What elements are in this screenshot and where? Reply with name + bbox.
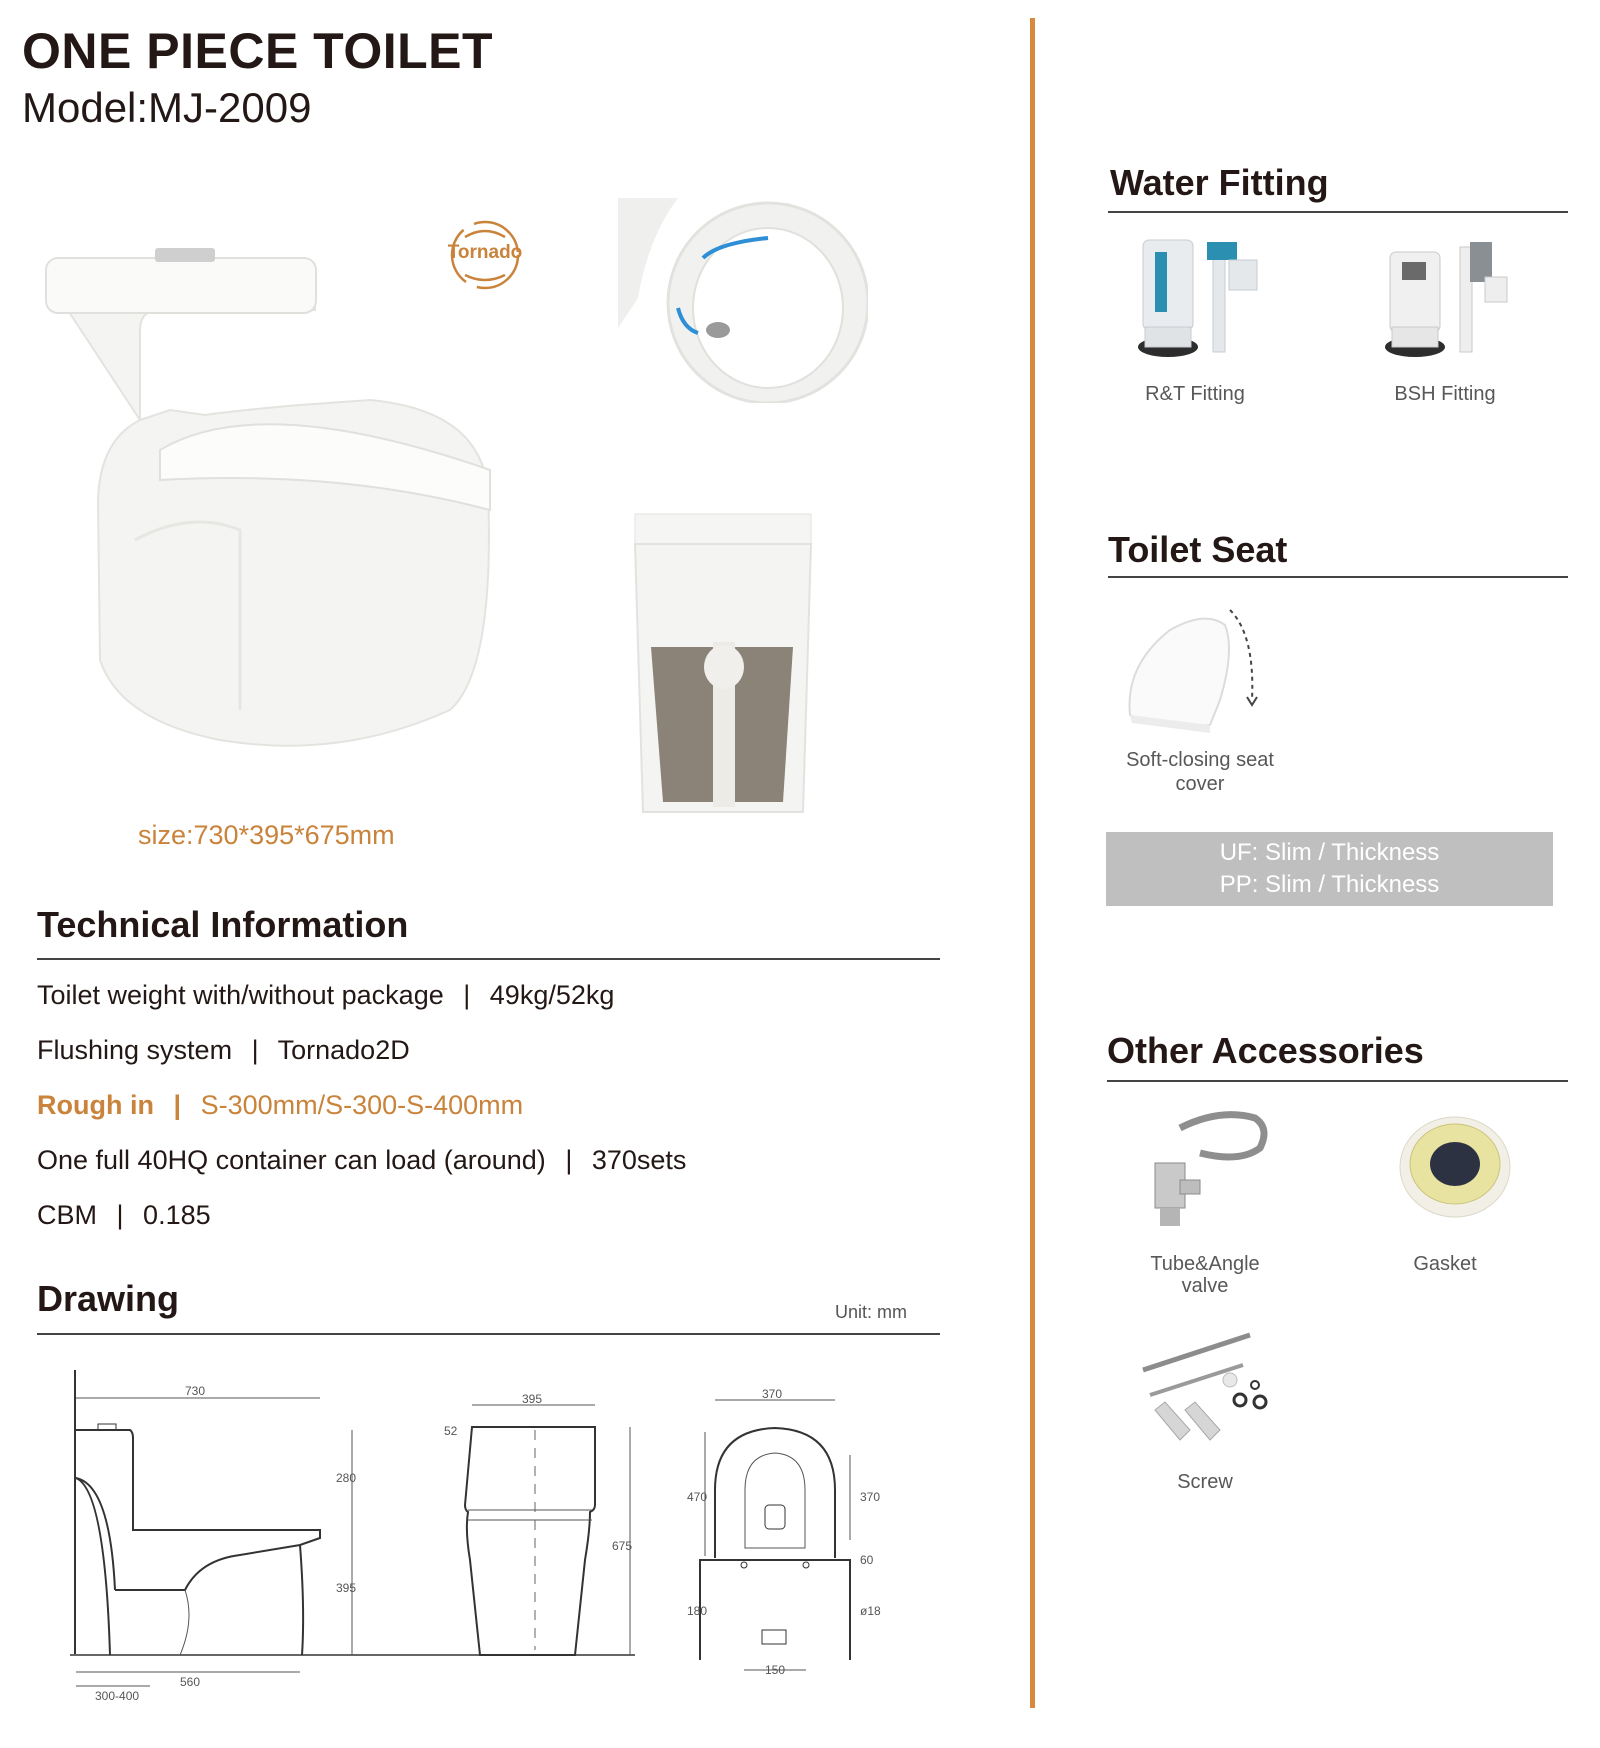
tube-caption-line1: Tube&Angle: [1150, 1253, 1260, 1275]
screw-caption: Screw: [1177, 1471, 1233, 1493]
soft-close-seat-image: [1120, 605, 1270, 740]
tech-row-rough-in: [37, 1090, 523, 1121]
tech-row-cbm: [37, 1200, 211, 1231]
drawing-heading: Drawing: [37, 1278, 180, 1319]
front-view-drawing: [444, 1392, 632, 1655]
side-view-drawing: [70, 1370, 635, 1703]
water-fitting-rule: [1108, 211, 1568, 213]
tube-angle-valve-caption: [1115, 1253, 1295, 1297]
bsh-fitting-caption: BSH Fitting: [1394, 383, 1496, 405]
dim-top-150: 150: [765, 1663, 786, 1677]
tech-label: CBM: [37, 1200, 97, 1230]
dim-top-370: 370: [860, 1490, 881, 1504]
dim-top-width: 370: [762, 1387, 783, 1401]
tech-value: 370sets: [591, 1145, 687, 1175]
tornado-logo-text: Tornado: [447, 242, 523, 263]
top-view-drawing: [687, 1387, 881, 1677]
rt-fitting-image: [1125, 232, 1265, 367]
dim-top-180: 180: [687, 1604, 708, 1618]
dim-front-top: 52: [444, 1424, 458, 1438]
dim-front-height: 675: [612, 1539, 633, 1553]
technical-heading: Technical Information: [37, 904, 409, 945]
tech-row-weight: [37, 980, 614, 1011]
seat-caption-line2: cover: [1175, 773, 1225, 795]
dim-front-width: 395: [522, 1392, 543, 1406]
tube-angle-valve-image: [1140, 1108, 1280, 1233]
dim-side-depth: 560: [180, 1675, 201, 1689]
dim-top-470: 470: [687, 1490, 708, 1504]
tech-separator: |: [463, 980, 471, 1010]
seat-option-uf: UF: Slim / Thickness: [1219, 839, 1440, 866]
tube-caption-line2: valve: [1181, 1275, 1229, 1297]
tech-row-container: [37, 1145, 686, 1176]
rt-fitting-caption: R&T Fitting: [1145, 383, 1245, 405]
dim-side-rough: 300-400: [95, 1689, 140, 1703]
seat-option-pp: PP: Slim / Thickness: [1219, 871, 1440, 898]
tech-value: Tornado2D: [277, 1035, 410, 1065]
dim-top-60: 60: [860, 1553, 874, 1567]
technical-rule: [37, 958, 940, 960]
tech-label: Flushing system: [37, 1035, 233, 1065]
seat-options-box: [1106, 832, 1553, 906]
tech-label: Rough in: [37, 1090, 154, 1120]
drawing-unit: Unit: mm: [835, 1302, 907, 1322]
water-fitting-heading: Water Fitting: [1110, 162, 1329, 203]
accessories-rule: [1107, 1080, 1568, 1082]
seat-caption-line1: Soft-closing seat: [1126, 749, 1274, 771]
drawing-rule: [37, 1333, 940, 1335]
tech-separator: |: [251, 1035, 259, 1065]
bowl-flush-image: [618, 198, 868, 403]
soft-close-seat-caption: [1110, 748, 1290, 796]
tech-value: 0.185: [143, 1200, 211, 1230]
dim-side-length: 730: [185, 1384, 206, 1398]
model-number: Model:MJ-2009: [22, 84, 312, 131]
tech-separator: |: [116, 1200, 124, 1230]
dim-side-bowl: 395: [336, 1581, 357, 1595]
size-label: size:730*395*675mm: [138, 820, 395, 850]
tech-value: S-300mm/S-300-S-400mm: [200, 1090, 524, 1120]
toilet-bottom-image: [633, 512, 813, 817]
accessories-heading: Other Accessories: [1107, 1030, 1424, 1071]
gasket-image: [1395, 1112, 1525, 1222]
tech-separator: |: [565, 1145, 573, 1175]
vertical-divider: [1030, 18, 1035, 1708]
tech-row-flushing: [37, 1035, 410, 1066]
dim-side-tank: 280: [336, 1471, 357, 1485]
tech-value: 49kg/52kg: [489, 980, 615, 1010]
toilet-seat-heading: Toilet Seat: [1108, 529, 1288, 570]
toilet-main-image: [40, 240, 510, 790]
tech-separator: |: [173, 1090, 182, 1120]
technical-drawing: [60, 1360, 900, 1705]
page-title: ONE PIECE TOILET: [22, 23, 494, 79]
tech-label: Toilet weight with/without package: [37, 980, 444, 1010]
gasket-caption: Gasket: [1413, 1253, 1477, 1275]
screw-image: [1135, 1330, 1275, 1450]
dim-top-hole: ø18: [860, 1604, 881, 1618]
toilet-seat-rule: [1108, 576, 1568, 578]
bsh-fitting-image: [1375, 232, 1515, 367]
tech-label: One full 40HQ container can load (around): [37, 1145, 546, 1175]
